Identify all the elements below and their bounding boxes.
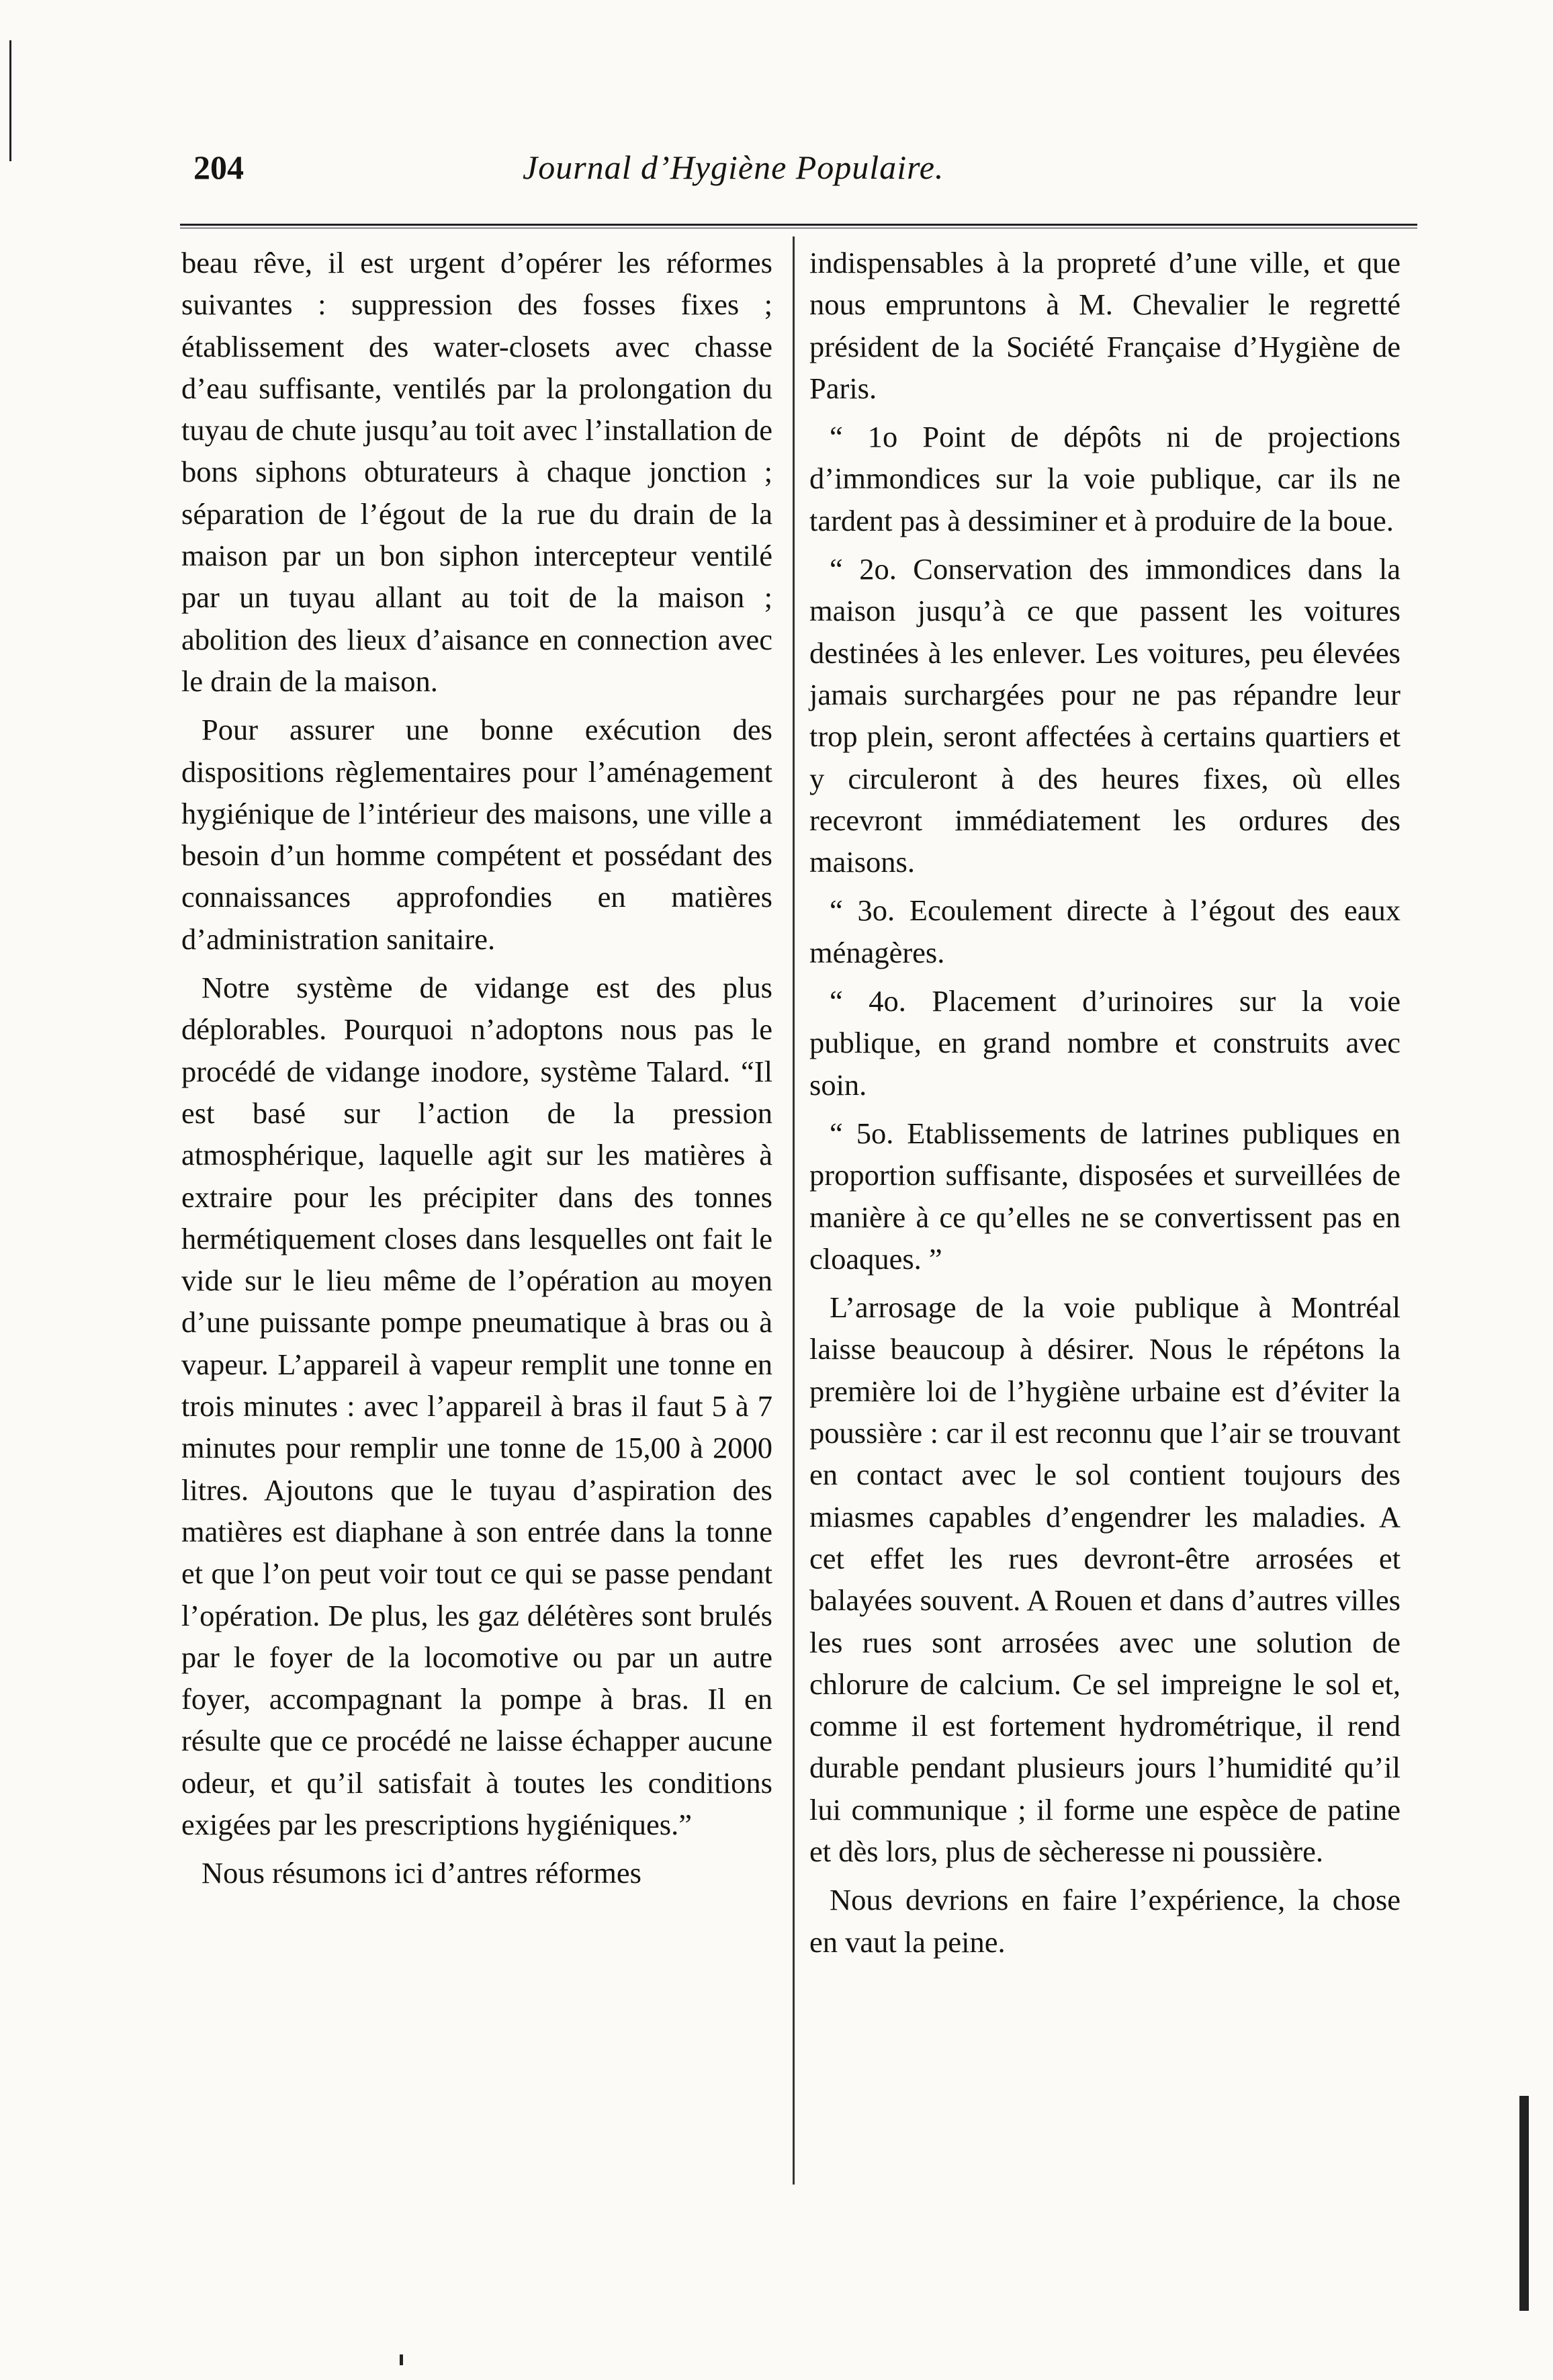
column-divider [793, 236, 795, 2185]
page-number: 204 [193, 148, 244, 186]
paragraph: “ 5o. Etablissements de latrines publiques en proportion suffisante, disposées et surveillées de manière à ce qu’elles ne se convertissent pas en cloaques. ” [809, 1116, 1401, 1276]
paragraph: Nous résumons ici d’antres réformes [202, 1856, 641, 1890]
scan-edge-mark [9, 40, 11, 161]
paragraph: Nous devrions en faire l’expérience, la chose en vaut la peine. [809, 1883, 1401, 1959]
running-title: Journal d’Hygiène Populaire. [523, 148, 944, 186]
header-rule [180, 224, 1417, 228]
paragraph: beau rêve, il est urgent d’opérer les réformes suivantes : suppression des fosses fixes ; établissement des water-closets avec chasse d’eau suffisante, ventilés par la prolongation du tuyau de chute jusqu’au toit avec l’installation de bons siphons obturateurs à chaque jonction ; séparation de l’égout de la rue du drain de la maison par un bon siphon intercepteur ventilé par un tuyau allant au toit de la maison ; abolition des lieux d’aisance en connection avec le drain de la maison. [181, 246, 772, 698]
right-column [809, 242, 1401, 1963]
paragraph: “ 3o. Ecoulement directe à l’égout des eaux ménagères. [809, 893, 1401, 969]
paragraph: Pour assurer une bonne exécution des dispositions règlementaires pour l’aménagement hygiénique de l’intérieur des maisons, une ville a besoin d’un homme compétent et possédant des connaissances approfondies en matières d’administration sanitaire. [181, 713, 772, 956]
paragraph: “ 2o. Conservation des immondices dans la maison jusqu’à ce que passent les voitures destinées à les enlever. Les voitures, peu élevées jamais surchargées pour ne pas répandre leur trop plein, seront affectées à certains quartiers et y circuleront à des heures fixes, où elles recevront immédiatement les ordures des maisons. [809, 552, 1401, 879]
paragraph: Notre système de vidange est des plus déplorables. Pourquoi n’adoptons nous pas le procédé de vidange inodore, système Talard. “Il est basé sur l’action de la pression atmosphérique, laquelle agit sur les matières à extraire pour les précipiter dans des tonnes hermétiquement closes dans lesquelles ont fait le vide sur le lieu même de l’opération au moyen d’une puissante pompe pneumatique à bras ou à vapeur. L’appareil à vapeur remplit une tonne en trois minutes : avec l’appareil à bras il faut 5 à 7 minutes pour remplir une tonne de 15,00 à 2000 litres. Ajoutons que le tuyau d’aspiration des matières est diaphane à son entrée dans la tonne et que l’on peut voir tout ce qui se passe pendant l’opération. De plus, les gaz délétères sont brulés par le foyer de la locomotive ou par un autre foyer, accompagnant la pompe à bras. Il en résulte que ce procédé ne laisse échapper aucune odeur, et qu’il satisfait à toutes les conditions exigées par les prescriptions hygiéniques.” [181, 971, 772, 1841]
left-column [181, 242, 772, 1894]
scan-edge-mark [1519, 2096, 1529, 2311]
paragraph: L’arrosage de la voie publique à Montréal laisse beaucoup à désirer. Nous le répétons la première loi de l’hygiène urbaine est d’éviter la poussière : car il est reconnu que l’air se trouvant en contact avec le sol contient toujours des miasmes capables d’engendrer les maladies. A cet effet les rues devront-être arrosées et balayées souvent. A Rouen et dans d’autres villes les rues sont arrosées avec une solution de chlorure de calcium. Ce sel impreigne le sol et, comme il est fortement hydrométrique, il rend durable pendant plusieurs jours l’humidité qu’il lui communique ; il forme une espèce de patine et dès lors, plus de sècheresse ni poussière. [809, 1290, 1401, 1868]
paragraph: indispensables à la propreté d’une ville, et que nous empruntons à M. Chevalier le regretté président de la Société Française d’Hygiène de Paris. [809, 246, 1401, 405]
page-header [193, 141, 1423, 195]
paragraph: “ 4o. Placement d’urinoires sur la voie publique, en grand nombre et construits avec soin. [809, 984, 1401, 1102]
scan-dot-mark [400, 2354, 403, 2365]
paragraph: “ 1o Point de dépôts ni de projections d’immondices sur la voie publique, car ils ne tardent pas à dessiminer et à produire de la boue. [809, 420, 1401, 537]
